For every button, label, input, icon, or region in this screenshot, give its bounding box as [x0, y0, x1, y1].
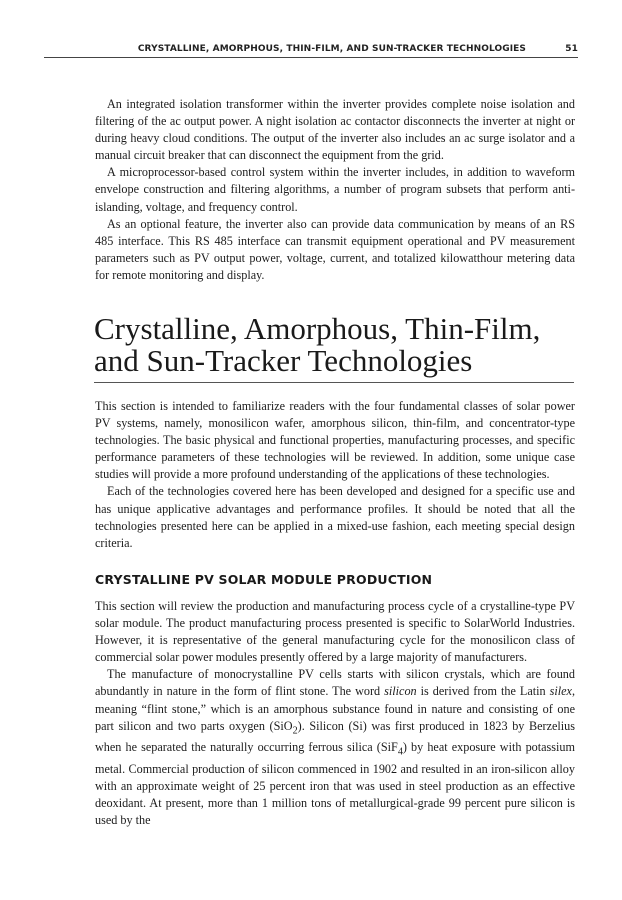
paragraph: This section is intended to familiarize readers with the four fundamental classes of solar power PV systems, namely, monosilicon wafer, amorphous silicon, thin-film, and concentrator-type technologies. The basic physical and functional properties, manufacturing processes, and specific performance parameters of these technologies will be reviewed. In addition, some unique case studies will provide a more profound understanding of the applications of these technologies. [95, 399, 575, 482]
section-heading-line2: and Sun-Tracker Technologies [94, 343, 473, 378]
page-number: 51 [565, 44, 578, 54]
paragraph: As an optional feature, the inverter also can provide data communication by means of an RS 485 interface. This RS 485 interface can transmit equipment operational and PV measurement parameters such as PV output power, voltage, current, and totalized kilowatthour metering data for remote monitoring and display. [95, 216, 575, 282]
paragraph: This section will review the production and manufacturing process cycle of a crystalline-type PV solar module. The product manufacturing process presented is specific to SolarWorld Industries. However, it is representative of the general manufacturing cycle for the monosilicon class of commercial solar power modules presently offered by a large majority of manufacturers. [95, 599, 575, 665]
paragraph [95, 666, 575, 829]
running-head-title: CRYSTALLINE, AMORPHOUS, THIN-FILM, AND SUN-TRACKER TECHNOLOGIES [137, 44, 526, 54]
header-rule [44, 57, 578, 58]
paragraph: Each of the technologies covered here has been developed and designed for a specific use and has unique applicative advantages and performance profiles. It should be noted that all the technologies presented here can be applied in a mixed-use fashion, each meeting special design criteria. [95, 484, 575, 550]
subsection-heading: CRYSTALLINE PV SOLAR MODULE PRODUCTION [95, 572, 433, 587]
section-heading-line1: Crystalline, Amorphous, Thin-Film, [94, 311, 541, 346]
subsection-text [95, 598, 575, 829]
section-text [95, 398, 575, 552]
text-run: ) by heat exposure with potassium metal. Commercial production of silicon commenced in 1902 and resulted in an iron-silicon alloy with an approximate weight of 25 percent iron that was used in steel production as an effective deoxidant. At present, more than 1 million tons of metallurgical-grade 99 percent pure silicon is used by the [95, 740, 575, 827]
subscript: 2 [292, 725, 298, 737]
italic-term: silicon [384, 684, 417, 699]
paragraph: An integrated isolation transformer within the inverter provides complete noise isolation and filtering of the ac output power. A night isolation ac contactor disconnects the inverter at night or during heavy cloud conditions. The output of the inverter also includes an ac surge isolator and a manual circuit breaker that can disconnect the equipment from the grid. [95, 97, 575, 163]
heading-rule [94, 382, 574, 383]
text-run: is derived from the Latin [416, 684, 550, 699]
italic-term: silex [549, 684, 572, 699]
text-run: , meaning “flint stone,” which is an amorphous substance found in nature and consisting of one part silicon and two parts oxygen (SiO [95, 684, 575, 733]
text-run: ). Silicon (Si) was first produced in 1823 by Berzelius when he separated the naturally occurring ferrous silica (SiF [95, 718, 576, 755]
subscript: 4 [397, 746, 403, 758]
paragraph: A microprocessor-based control system within the inverter includes, in addition to waveform envelope construction and filtering algorithms, a number of program subsets that perform anti-islanding, voltage, and frequency control. [95, 165, 575, 214]
section-heading [94, 313, 574, 377]
text-run: The manufacture of monocrystalline PV cells starts with silicon crystals, which are found abundantly in nature in the form of flint stone. The word [95, 667, 575, 699]
intro-text [95, 96, 575, 284]
